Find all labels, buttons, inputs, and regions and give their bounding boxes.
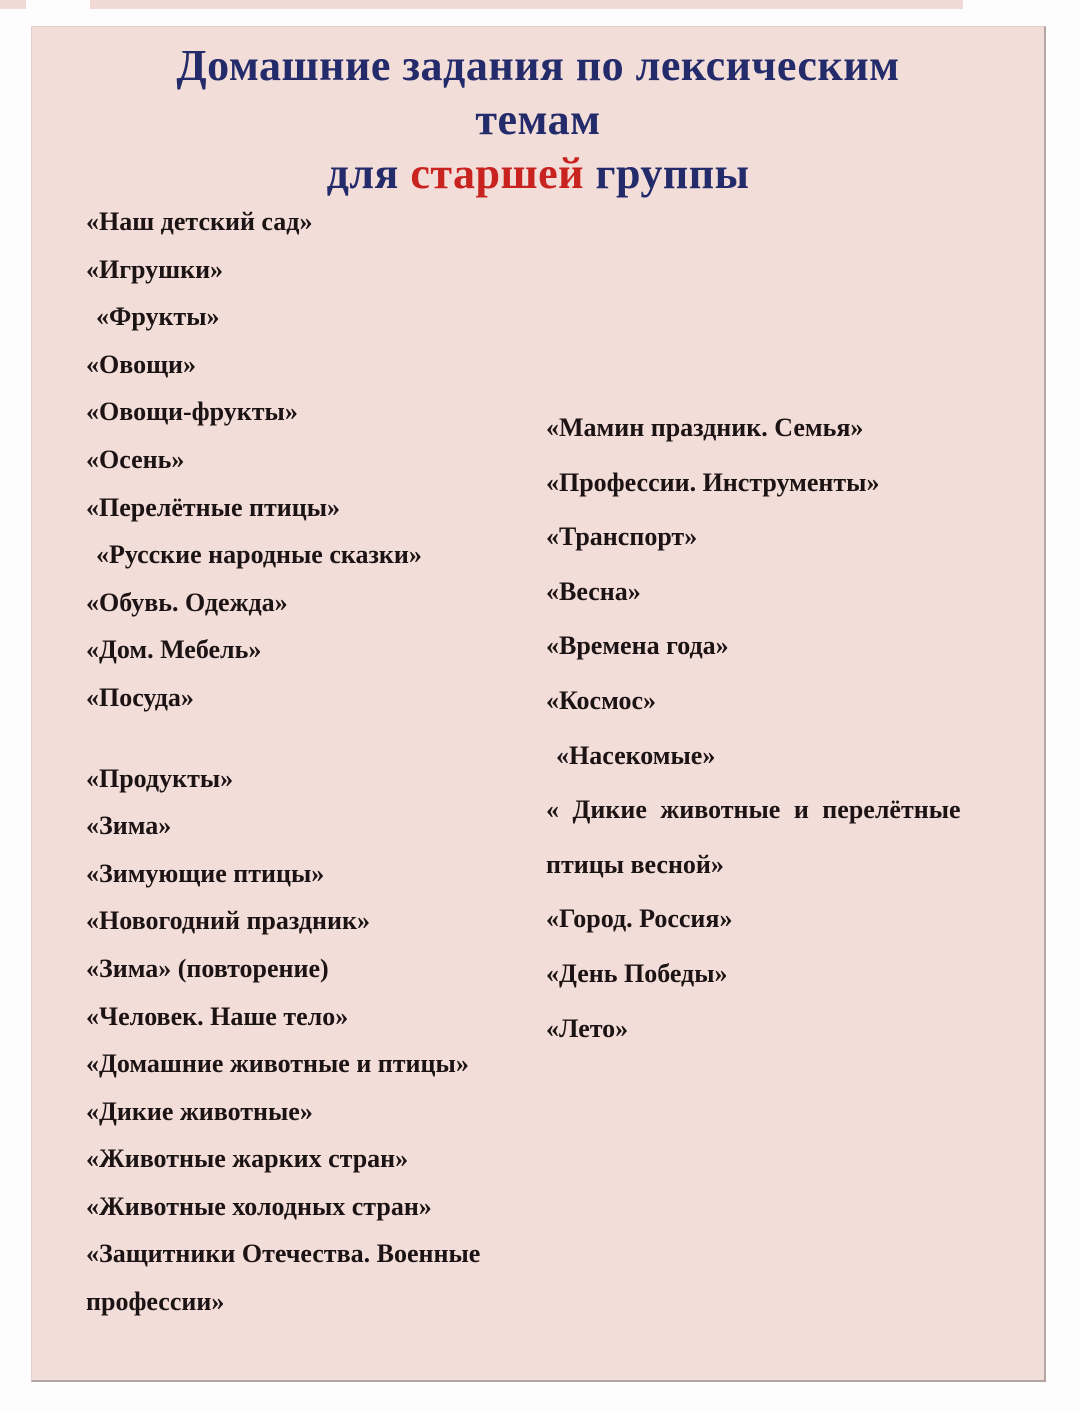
topic-line: «Русские народные сказки»: [96, 540, 422, 570]
topic-line: «Игрушки»: [86, 254, 224, 284]
topic-line: «Наш детский сад»: [86, 207, 313, 236]
topic-line: « Дикие животные и перелётные: [546, 795, 961, 825]
topic-line: «Насекомые»: [556, 740, 716, 770]
topic-line: «Космос»: [546, 685, 657, 715]
topic-line: «Зимующие птицы»: [86, 858, 325, 888]
topic-line: «Посуда»: [86, 682, 194, 712]
topic-line: «Дикие животные»: [86, 1096, 313, 1126]
title-line-2: темам: [475, 95, 601, 144]
topic-line: «Обувь. Одежда»: [86, 587, 288, 617]
topic-line: «Лето»: [546, 1013, 629, 1043]
title-line-3: [32, 147, 1044, 201]
topic-line: «Перелётные птицы»: [86, 492, 340, 522]
title-line-3-suffix: группы: [584, 149, 750, 198]
topic-line: «Мамин праздник. Семья»: [546, 413, 864, 442]
topic-line: «Животные холодных стран»: [86, 1191, 432, 1221]
topic-line: профессии»: [86, 1287, 225, 1317]
topic-line: «Осень»: [86, 444, 185, 474]
topic-line: «Продукты»: [86, 763, 234, 793]
topic-line: «Город. Россия»: [546, 904, 733, 934]
title-line-3-accent: старшей: [410, 149, 584, 198]
topic-line: «Зима»: [86, 811, 172, 841]
topic-line: «Фрукты»: [96, 302, 220, 332]
topic-line: «Зима» (повторение): [86, 953, 329, 983]
topic-line: «Времена года»: [546, 631, 729, 661]
page-title: [32, 39, 1044, 201]
topic-line: «Овощи-фрукты»: [86, 397, 298, 427]
topic-line: «День Победы»: [546, 958, 728, 988]
topic-line: «Транспорт»: [546, 522, 698, 552]
top-strip-left: [0, 0, 26, 9]
topic-line: «Профессии. Инструменты»: [546, 467, 880, 497]
content-panel: [31, 26, 1046, 1382]
topic-line: «Защитники Отечества. Военные: [86, 1239, 481, 1269]
topic-line: «Человек. Наше тело»: [86, 1001, 349, 1031]
title-line-3-prefix: для: [326, 149, 411, 198]
topics-left-column: [86, 198, 526, 1326]
topic-line: «Дом. Мебель»: [86, 635, 262, 665]
topic-line: «Животные жарких стран»: [86, 1144, 409, 1174]
topic-line: «Домашние животные и птицы»: [86, 1049, 469, 1079]
top-strip-right: [90, 0, 963, 9]
title-line-1: Домашние задания по лексическим: [176, 41, 900, 90]
topic-line: «Овощи»: [86, 349, 197, 379]
topic-line: «Новогодний праздник»: [86, 906, 370, 936]
topic-line: птицы весной»: [546, 849, 724, 879]
topics-right-column: [546, 401, 1026, 1056]
topic-line: «Весна»: [546, 576, 641, 606]
